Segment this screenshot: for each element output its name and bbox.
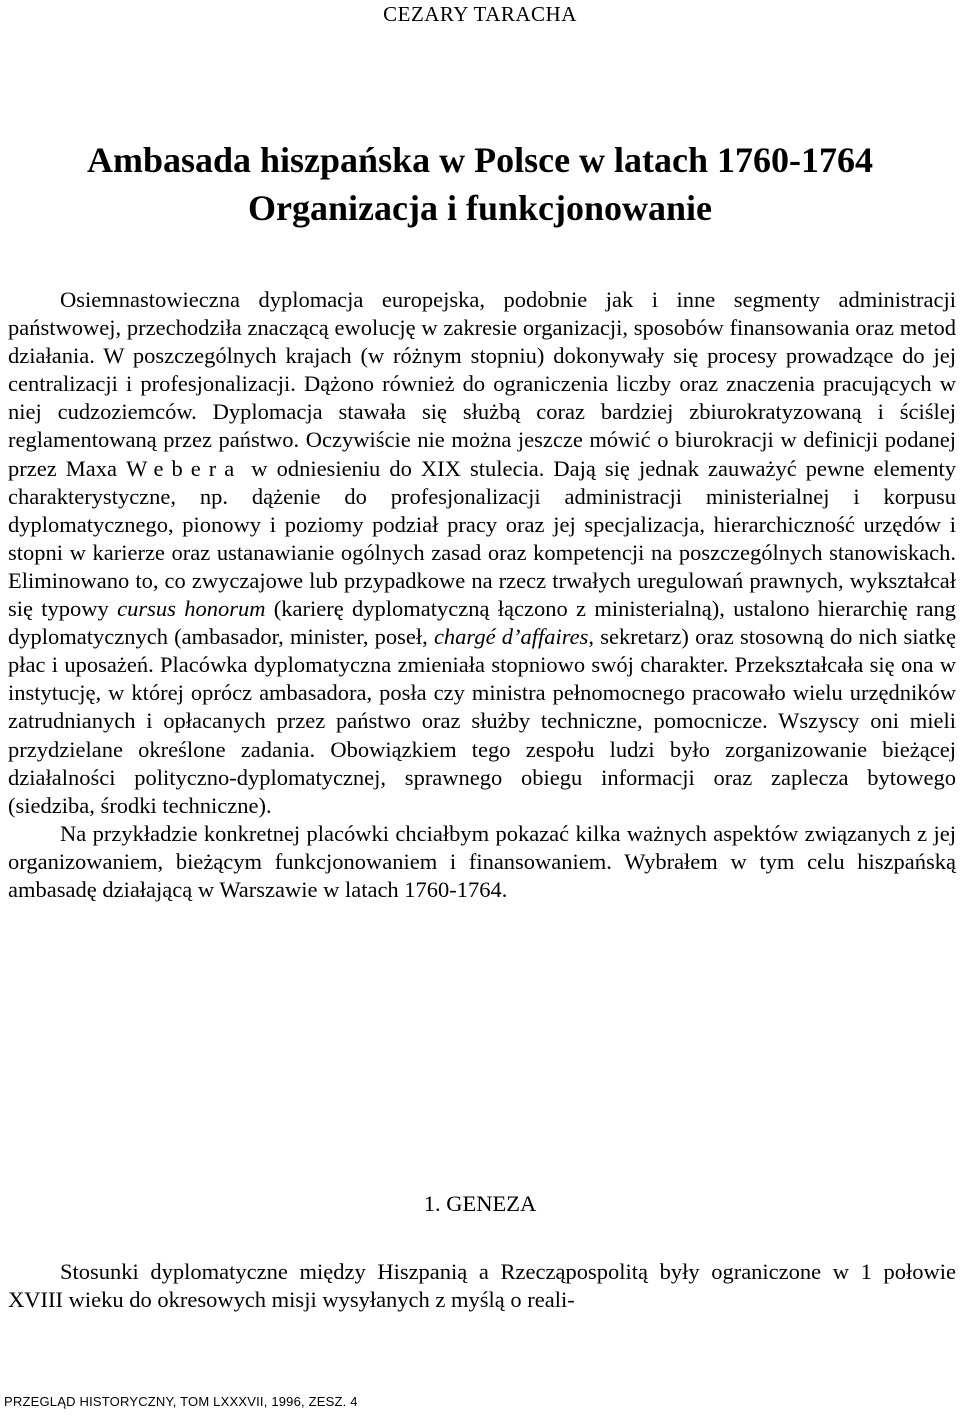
intro-text-a: Osiemnastowieczna dyplomacja europejska, podobnie jak i inne segmenty administracji państwowej, przechodziła znaczącą ewolucję w zakresie organizacji, sposobów finansowania oraz metod działania. W poszczególnych krajach (w różnym stopniu) dokonywały się procesy prowadzące do jej centralizacji i profesjonalizacji. Dążono również do ograniczenia liczby oraz znaczenia pracujących w niej cudzoziemców. Dyplomacja stawała się służbą coraz bardziej zbiurokratyzowaną i ściślej reglamentowaną przez państwo. Oczywiście nie można jeszcze mówić o biurokracji w definicji podanej przez Maxa <box>8 287 956 481</box>
intro-text-d: , sekretarz) oraz stosowną do nich siatkę płac i uposażeń. Placówka dyplomatyczna zmieniała stopniowo swój charakter. Przekształcała się ona w instytucję, w której oprócz ambasadora, posła czy ministra pełnomocnego pracowało wielu urzędników zatrudnianych i opłacanych przez państwo oraz służby techniczne, pomocnicze. Wszyscy oni mieli przydzielane określone zadania. Obowiązkiem tego zespołu ludzi było zorganizowanie bieżącej działalności polityczno-dyplomatycznej, sprawnego obiegu informacji oraz zaplecza bytowego (siedziba, środki techniczne). <box>8 624 956 818</box>
charge-daffaires-term: chargé d’affaires <box>433 624 589 650</box>
intro-paragraph-1 <box>8 286 956 820</box>
journal-footer: PRZEGLĄD HISTORYCZNY, TOM LXXXVII, 1996, ZESZ. 4 <box>4 1394 358 1409</box>
section-geneza-body <box>8 1258 956 1314</box>
intro-paragraph-2: Na przykładzie konkretnej placówki chciałbym pokazać kilka ważnych aspektów związanych z jej organizowaniem, bieżącym funkcjonowaniem i finansowaniem. Wybrałem w tym celu hiszpańską ambasadę działającą w Warszawie w latach 1760-1764. <box>8 820 956 902</box>
intro-text-b: w odniesieniu do XIX stulecia. Dają się jednak zauważyć pewne elementy charakterystyczne, np. dążenie do profesjonalizacji administracji ministerialnej i korpusu dyplomatycznego, pionowy i poziomy podział pracy oraz jej specjalizacja, hierarchiczność urzędów i stopni w karierze oraz ustanawianie ogólnych zasad oraz kompetencji na poszczególnych stanowiskach. Eliminowano to, co zwyczajowe lub przypadkowe na rzecz trwałych uregulowań prawnych, wykształcał się typowy <box>8 455 957 622</box>
introduction <box>8 286 956 904</box>
section-heading-geneza: 1. GENEZA <box>423 1191 537 1216</box>
article-title <box>0 136 960 232</box>
cursus-honorum-term: cursus honorum <box>117 596 266 622</box>
intro-text-c: (karierę dyplomatyczną łączono z ministerialną), ustalono hierarchię rang dyplomatycznych (ambasador, minister, poseł, <box>8 596 956 650</box>
author-name: CEZARY TARACHA <box>383 2 577 26</box>
weber-name: Webera <box>126 455 243 481</box>
article-title-line-2: Organizacja i funkcjonowanie <box>248 188 712 228</box>
geneza-paragraph-1: Stosunki dyplomatyczne między Hiszpanią a Rzecząpospolitą były ograniczone w 1 połowie XVIII wieku do okresowych misji wysyłanych z myślą o reali- <box>8 1259 956 1313</box>
article-title-line-1: Ambasada hiszpańska w Polsce w latach 1760-1764 <box>86 140 874 180</box>
